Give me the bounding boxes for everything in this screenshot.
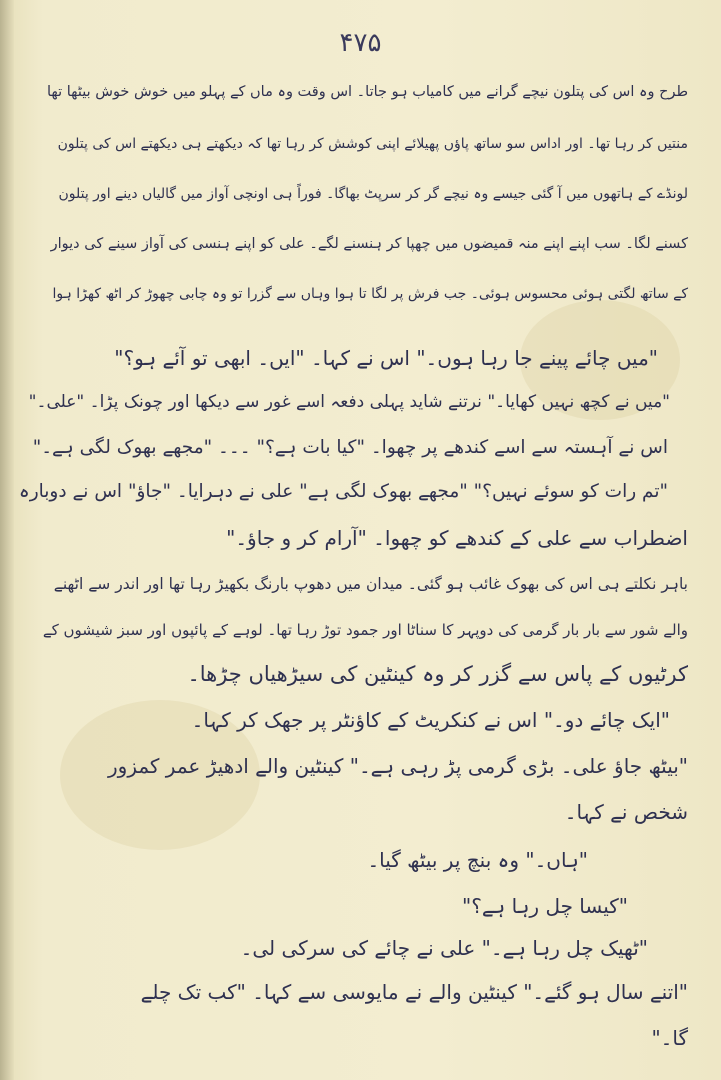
dialog-line: اس نے آہستہ سے اسے کندھے پر چھوا۔ "کیا بات ہے؟" ۔۔۔ "مجھے بھوک لگی ہے۔" (32, 437, 668, 458)
text-line: کسنے لگا۔ سب اپنے اپنے منہ قمیضوں میں چھپا کر ہنسنے لگے۔ علی کو اپنے ہنسی کی آواز سینے کی دیوار (50, 236, 688, 252)
text-line: کرٹیوں کے پاس سے گزر کر وہ کینٹین کی سیڑھیاں چڑھا۔ (187, 662, 688, 686)
text-line: کے ساتھ لگتی ہوئی محسوس ہوئی۔ جب فرش پر لگا تا ہوا وہاں سے گزرا تو وہ چابی چھوڑ کر اٹھ کھڑا ہوا (52, 286, 688, 302)
dialog-line: اضطراب سے علی کے کندھے کو چھوا۔ "آرام کر و جاؤ۔" (226, 526, 688, 550)
dialog-line: "ایک چائے دو۔" اس نے کنکریٹ کے کاؤنٹر پر جھک کر کہا۔ (191, 708, 670, 732)
text-line: لونڈے کے ہاتھوں میں آ گئی جیسے وہ نیچے گر کر سرپٹ بھاگا۔ فوراً ہی اونچی آواز میں گالیاں دینے اور پتلون (58, 186, 688, 202)
text-line: باہر نکلتے ہی اس کی بھوک غائب ہو گئی۔ میدان میں دھوپ بارنگ بکھیڑ رہا تھا اور اندر سے اٹھنے (53, 575, 688, 593)
page-number: ۴۷۵ (339, 28, 382, 58)
text-line: والے شور سے بار بار گرمی کی دوپہر کا سناٹا اور جمود توڑ رہا تھا۔ لوہے کے پائپوں اور سبز شیشوں کے (42, 621, 688, 639)
dialog-line: "میں نے کچھ نہیں کھایا۔" نرتنے شاید پہلی دفعہ اسے غور سے دیکھا اور چونک پڑا۔ "علی۔" (28, 392, 670, 412)
dialog-line: شخص نے کہا۔ (564, 800, 688, 824)
text-line: منتیں کر رہا تھا۔ اور اداس سو ساتھ پاؤں پھیلائے اپنی کوشش کر رہا تھا کہ دیکھتے ہی دیکھتے اس کی پتلون (57, 136, 688, 152)
dialog-line: "ہاں۔" وہ بنچ پر بیٹھ گیا۔ (367, 848, 588, 872)
dialog-line: گا۔" (651, 1026, 688, 1050)
page-edge-shadow (0, 0, 14, 1080)
dialog-line: "ٹھیک چل رہا ہے۔" علی نے چائے کی سرکی لی۔ (240, 936, 648, 960)
dialog-line: "اتنے سال ہو گئے۔" کینٹین والے نے مایوسی سے کہا۔ "کب تک چلے (140, 980, 688, 1004)
dialog-line: "میں چائے پینے جا رہا ہوں۔" اس نے کہا۔ "ایں۔ ابھی تو آئے ہو؟" (114, 346, 658, 370)
dialog-line: "تم رات کو سوئے نہیں؟" "مجھے بھوک لگی ہے" علی نے دہرایا۔ "جاؤ" اس نے دوبارہ (18, 481, 668, 502)
dialog-line: "کیسا چل رہا ہے؟" (462, 894, 628, 918)
text-line: طرح وہ اس کی پتلون نیچے گرانے میں کامیاب ہو جاتا۔ اس وقت وہ ماں کے پہلو میں خوش خوش بیٹھا تھا (47, 84, 688, 100)
dialog-line: "بیٹھ جاؤ علی۔ بڑی گرمی پڑ رہی ہے۔" کینٹین والے ادھیڑ عمر کمزور (108, 754, 688, 778)
